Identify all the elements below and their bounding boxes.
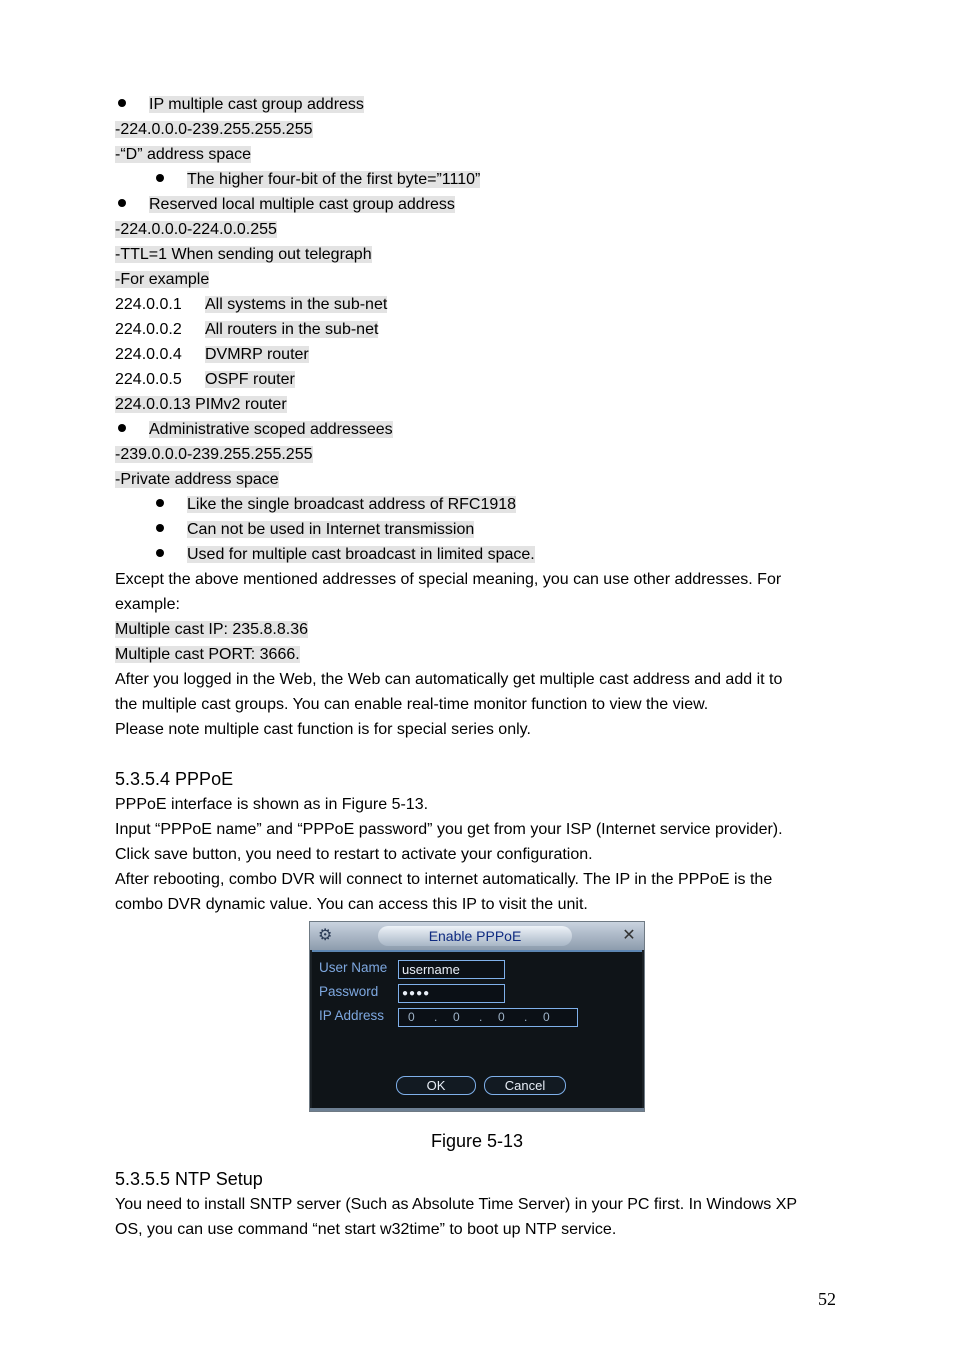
example-row: 224.0.0.4 DVMRP router [115, 346, 309, 363]
dialog-title: Enable PPPoE [428, 928, 522, 944]
text-line: -224.0.0.0-224.0.0.255 [115, 221, 277, 238]
paragraph-line: Please note multiple cast function is for special series only. [115, 721, 531, 738]
ip-dot: . [524, 1010, 528, 1024]
bullet-dot [156, 499, 164, 507]
text-line: IP multiple cast group address [149, 96, 364, 113]
password-field[interactable]: ●●●● [398, 984, 505, 1003]
ip-dot: . [479, 1010, 483, 1024]
text-line: -239.0.0.0-239.255.255.255 [115, 446, 313, 463]
text-line: -TTL=1 When sending out telegraph [115, 246, 372, 263]
dialog-bottom-bar [310, 1108, 644, 1111]
bullet-dot [156, 524, 164, 532]
dialog-titlebar [310, 922, 644, 950]
paragraph-line: combo DVR dynamic value. You can access this IP to visit the unit. [115, 896, 588, 913]
text-line: 224.0.0.13 PIMv2 router [115, 396, 287, 413]
ok-button[interactable]: OK [396, 1076, 476, 1095]
bullet-dot [156, 549, 164, 557]
app-logo-icon: ⚙ [318, 927, 333, 944]
text-line: The higher four-bit of the first byte=”1110” [187, 171, 481, 188]
list-item: Used for multiple cast broadcast in limited space. [187, 546, 535, 563]
example-row: 224.0.0.2 All routers in the sub-net [115, 321, 379, 338]
paragraph-line: OS, you can use command “net start w32time” to boot up NTP service. [115, 1221, 617, 1238]
paragraph-line: After you logged in the Web, the Web can automatically get multiple cast address and add it to [115, 671, 783, 688]
ip-octet: 0 [453, 1010, 460, 1024]
close-icon[interactable]: ✕ [622, 927, 636, 944]
paragraph-line: After rebooting, combo DVR will connect to internet automatically. The IP in the PPPoE is the [115, 871, 773, 888]
figure-caption: Figure 5-13 [430, 1131, 524, 1151]
list-item: Can not be used in Internet transmission [187, 521, 475, 538]
paragraph-line: the multiple cast groups. You can enable real-time monitor function to view the view. [115, 696, 709, 713]
text-line: -Private address space [115, 471, 279, 488]
ip-address-label: IP Address [319, 1008, 385, 1023]
text-line: -“D” address space [115, 146, 252, 163]
bullet-dot [118, 199, 126, 207]
list-item: Like the single broadcast address of RFC1918 [187, 496, 517, 513]
user-name-field[interactable]: username [398, 960, 505, 979]
section-heading: 5.3.5.4 PPPoE [115, 769, 234, 789]
text-line: Administrative scoped addressees [149, 421, 393, 438]
paragraph-line: Click save button, you need to restart to activate your configuration. [115, 846, 593, 863]
bullet-dot [118, 99, 126, 107]
paragraph-line: example: [115, 596, 180, 613]
text-line: Multiple cast PORT: 3666. [115, 646, 300, 663]
text-line: Reserved local multiple cast group address [149, 196, 455, 213]
paragraph-line: You need to install SNTP server (Such as Absolute Time Server) in your PC first. In Windows XP [115, 1196, 798, 1213]
ip-address-field[interactable] [398, 1008, 578, 1027]
bullet-dot [118, 424, 126, 432]
ip-octet: 0 [408, 1010, 415, 1024]
text-line: Multiple cast IP: 235.8.8.36 [115, 621, 308, 638]
section-heading: 5.3.5.5 NTP Setup [115, 1169, 263, 1189]
bullet-dot [156, 174, 164, 182]
ip-octet: 0 [498, 1010, 505, 1024]
pppoe-dialog [309, 921, 645, 1112]
ip-octet: 0 [543, 1010, 550, 1024]
password-label: Password [319, 984, 379, 999]
text-line: -For example [115, 271, 210, 288]
cancel-button[interactable]: Cancel [484, 1076, 566, 1095]
ip-dot: . [434, 1010, 438, 1024]
user-name-label: User Name [319, 960, 388, 975]
dialog-body [312, 950, 642, 1111]
page-number: 52 [818, 1289, 836, 1309]
text-line: -224.0.0.0-239.255.255.255 [115, 121, 313, 138]
paragraph-line: Input “PPPoE name” and “PPPoE password” you get from your ISP (Internet service provider). [115, 821, 783, 838]
paragraph-line: Except the above mentioned addresses of special meaning, you can use other addresses. For [115, 571, 782, 588]
paragraph-line: PPPoE interface is shown as in Figure 5-13. [115, 796, 429, 813]
example-row: 224.0.0.5 OSPF router [115, 371, 295, 388]
example-row: 224.0.0.1 All systems in the sub-net [115, 296, 388, 313]
